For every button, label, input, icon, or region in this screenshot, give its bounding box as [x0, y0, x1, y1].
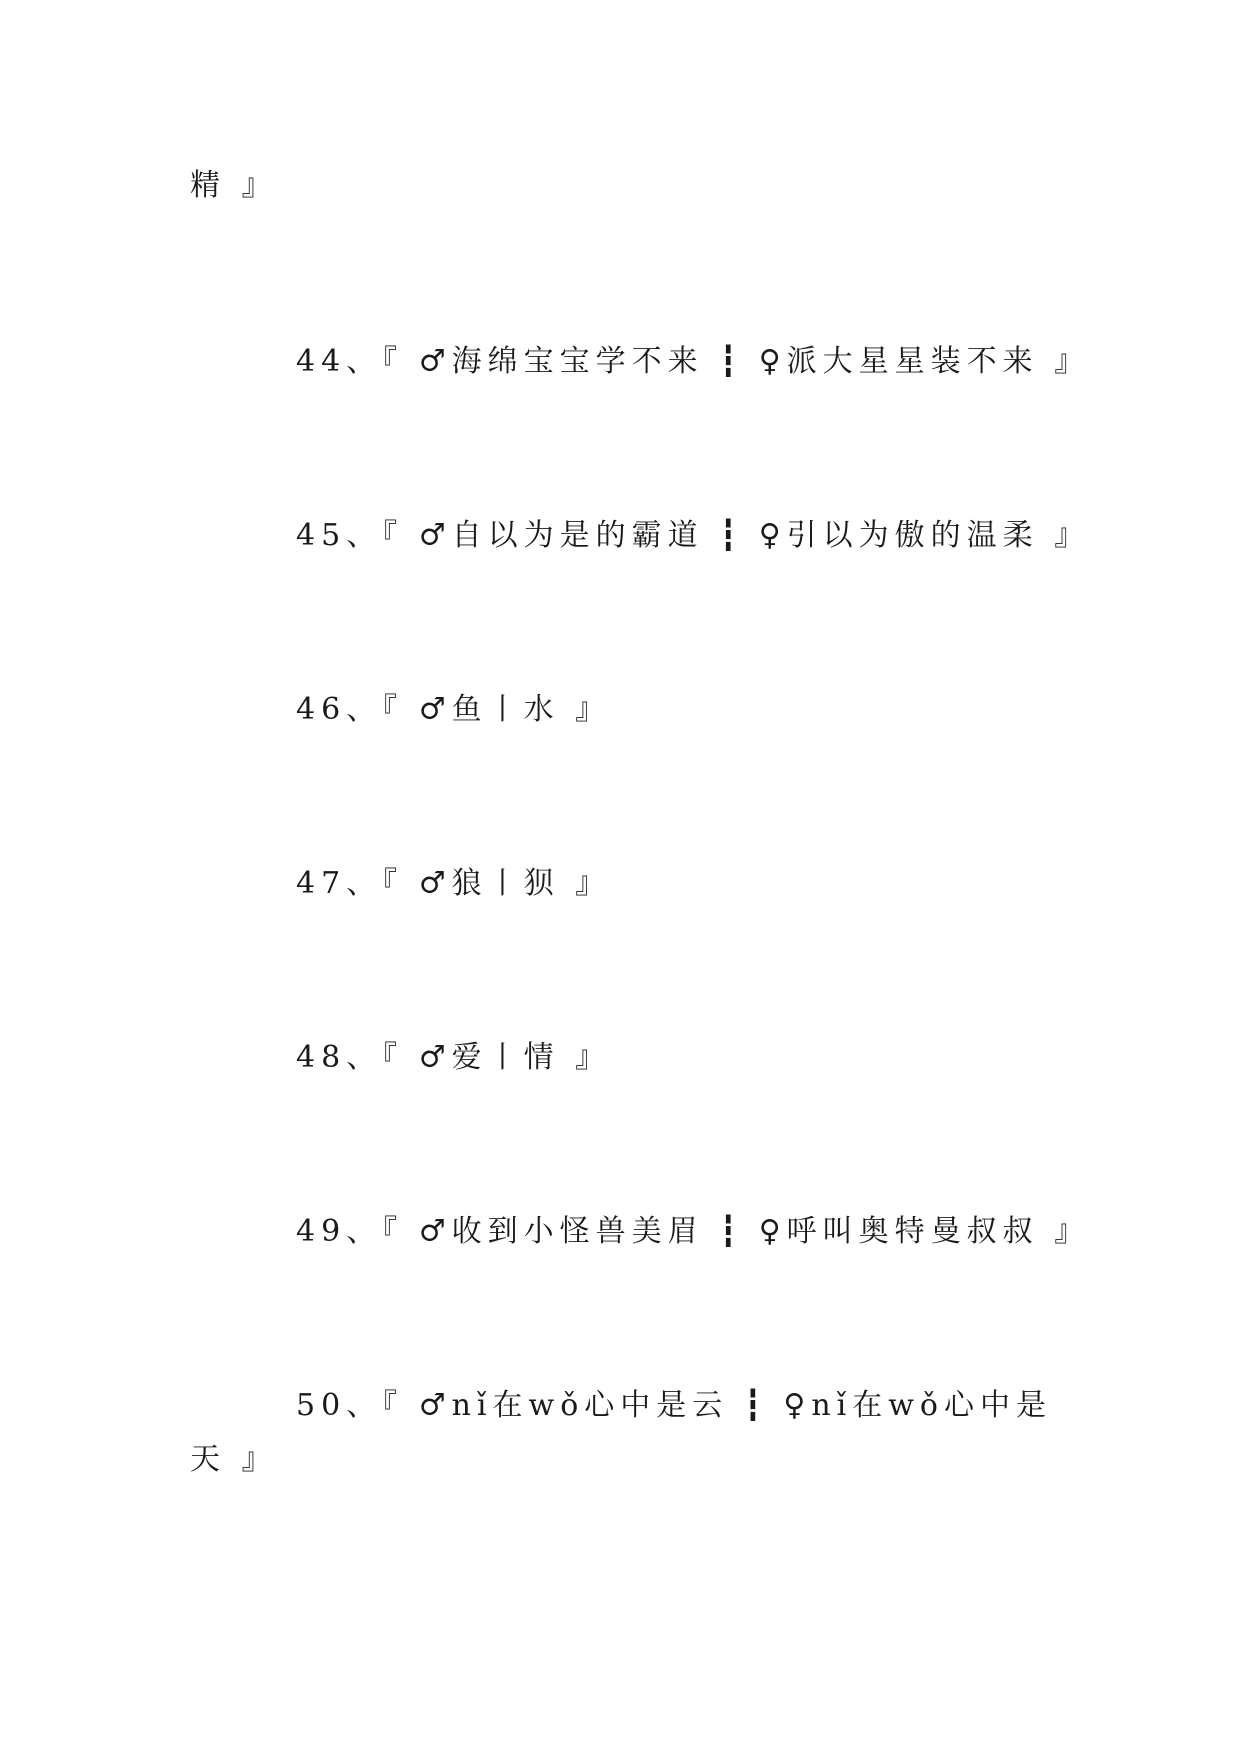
- list-item-50: 50、『 ♂nǐ在wǒ心中是云 ┇ ♀nǐ在wǒ心中是: [296, 1388, 1052, 1423]
- list-item-49: 49、『 ♂收到小怪兽美眉 ┇ ♀呼叫奥特曼叔叔 』: [296, 1214, 1091, 1249]
- text-line-continuation: 精 』: [190, 168, 278, 203]
- text-line-continuation: 天 』: [190, 1442, 278, 1477]
- list-item-46: 46、『 ♂鱼丨水 』: [296, 692, 612, 727]
- list-item-45: 45、『 ♂自以为是的霸道 ┇ ♀引以为傲的温柔 』: [296, 518, 1091, 553]
- list-item-48: 48、『 ♂爱丨情 』: [296, 1040, 612, 1075]
- list-item-44: 44、『 ♂海绵宝宝学不来 ┇ ♀派大星星装不来 』: [296, 344, 1091, 379]
- list-item-47: 47、『 ♂狼丨狈 』: [296, 866, 612, 901]
